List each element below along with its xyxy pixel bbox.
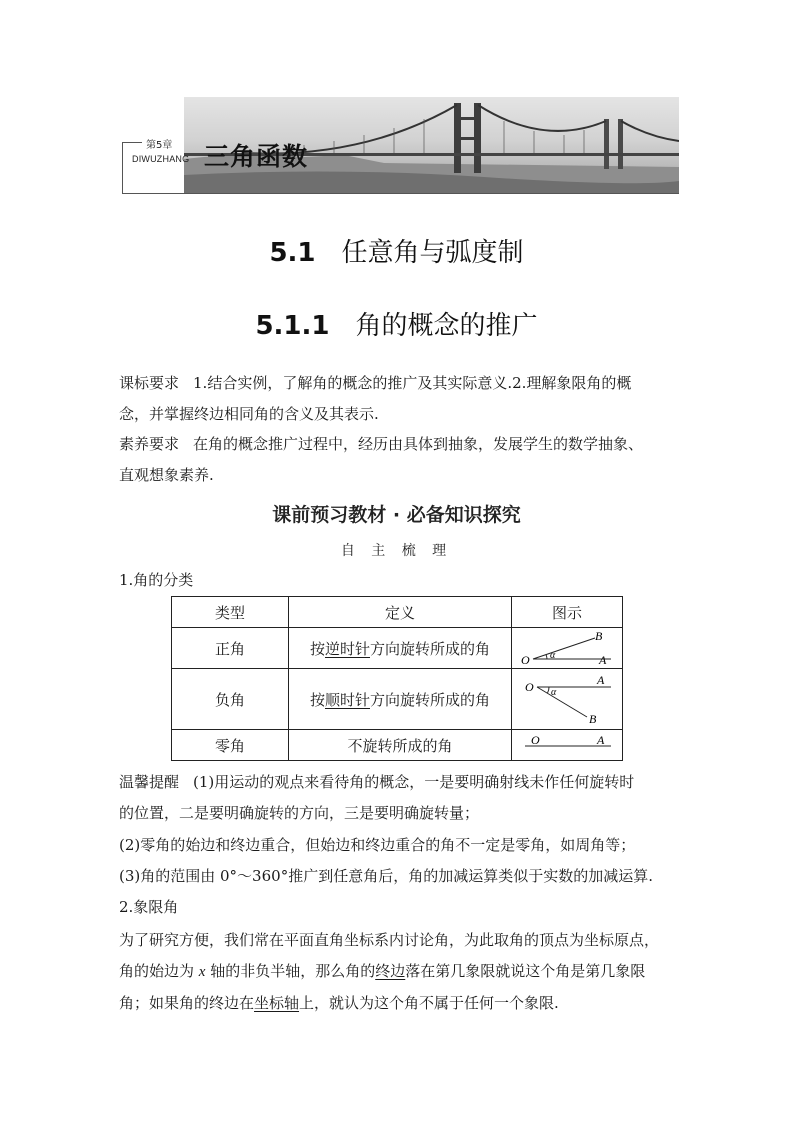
tip-line3: (2)零角的始边和终边重合，但始边和终边重合的角不一定是零角，如周角等； (119, 836, 636, 854)
table-row-negative (172, 669, 623, 730)
tip-line1: (1)用运动的观点来看待角的概念，一是要明确射线未作任何旋转时 (193, 773, 635, 791)
tip-label: 温馨提醒 (119, 773, 180, 791)
cell-figure (512, 669, 623, 730)
quadrant-angle-heading: 2.象限角 (119, 898, 179, 916)
quadrant-line3-pre: 角；如果角的终边在 (119, 994, 255, 1012)
banner-rule-vertical (122, 142, 123, 194)
self-study-heading: 自 主 梳 理 (340, 543, 453, 559)
header-definition: 定义 (289, 597, 512, 628)
def-suffix: 方向旋转所成的角 (370, 690, 491, 709)
preview-heading: 课前预习教材 · 必备知识探究 (272, 504, 521, 526)
label-alpha: α (551, 687, 557, 698)
literacy-line1: 在角的概念推广过程中，经历由具体到抽象，发展学生的数学抽象、 (193, 435, 644, 453)
quadrant-line2-post: 落在第几象限就说这个角是第几象限 (405, 962, 646, 980)
banner-rule (122, 193, 679, 194)
tip-line2: 的位置，二是要明确旋转的方向，三是要明确旋转量； (119, 804, 480, 822)
label-o: O (525, 680, 534, 694)
def-keyword: 逆时针 (324, 639, 370, 658)
quadrant-terminal-side: 终边 (375, 962, 406, 980)
section-number: 5.1 (269, 238, 316, 268)
table-row-positive (172, 628, 623, 669)
chapter-number: 第5章 (146, 140, 173, 151)
literacy-label: 素养要求 (119, 435, 180, 453)
curriculum-requirements (119, 368, 679, 430)
angle-classification-heading: 1.角的分类 (119, 571, 194, 589)
chapter-pinyin: DIWUZHANG (132, 154, 190, 164)
label-a: A (597, 733, 605, 747)
quadrant-line2-mid: 轴的非负半轴，那么角的 (205, 962, 376, 980)
section-title: 任意角与弧度制 (341, 238, 524, 268)
def-suffix: 方向旋转所成的角 (370, 639, 491, 658)
table-header-row (172, 597, 623, 628)
header-figure: 图示 (512, 597, 623, 628)
quadrant-x-var: x (198, 964, 206, 980)
cell-definition (289, 669, 512, 730)
label-a: A (597, 673, 605, 687)
def-prefix: 按 (309, 639, 325, 658)
tip-paragraph (119, 767, 679, 829)
cell-type: 负角 (172, 669, 289, 730)
cell-type: 零角 (172, 730, 289, 761)
quadrant-coordinate-axis: 坐标轴 (254, 994, 300, 1012)
subsection-heading (0, 305, 793, 342)
label-a: A (599, 653, 607, 667)
def-prefix: 按 (309, 690, 325, 709)
label-alpha: α (550, 650, 556, 661)
curriculum-line1: 1.结合实例，了解角的概念的推广及其实际意义.2.理解象限角的概 (193, 374, 632, 392)
angle-classification-table (171, 596, 623, 761)
cell-figure (512, 730, 623, 761)
quadrant-line2-pre: 角的始边为 (119, 962, 199, 980)
label-o: O (521, 653, 530, 667)
section-heading (0, 232, 793, 269)
quadrant-line3-post: 上，就认为这个角不属于任何一个象限. (299, 994, 559, 1012)
table-row-zero (172, 730, 623, 761)
quadrant-line1: 为了研究方便，我们常在平面直角坐标系内讨论角，为此取角的顶点为坐标原点， (119, 931, 660, 949)
curriculum-line2: 念，并掌握终边相同角的含义及其表示. (119, 405, 379, 423)
tip-line4: (3)角的范围由 0°～360°推广到任意角后，角的加减运算类似于实数的加减运算. (119, 867, 653, 885)
subsection-title: 角的概念的推广 (355, 311, 538, 341)
chapter-banner (122, 97, 679, 198)
header-type: 类型 (172, 597, 289, 628)
zero-angle-diagram (519, 732, 615, 758)
curriculum-label: 课标要求 (119, 374, 180, 392)
label-b: B (589, 712, 597, 726)
literacy-line2: 直观想象素养. (119, 466, 214, 484)
def-keyword: 顺时针 (324, 690, 370, 709)
label-b: B (595, 629, 603, 643)
subsection-number: 5.1.1 (255, 311, 330, 341)
cell-figure (512, 628, 623, 669)
banner-rule-tick (122, 142, 142, 143)
cell-definition: 不旋转所成的角 (289, 730, 512, 761)
quadrant-paragraph (119, 925, 679, 1019)
literacy-requirements (119, 429, 679, 491)
cell-type: 正角 (172, 628, 289, 669)
cell-definition (289, 628, 512, 669)
negative-angle-diagram (519, 671, 615, 727)
label-o: O (531, 733, 540, 747)
positive-angle-diagram (519, 629, 615, 667)
chapter-title: 三角函数 (204, 142, 309, 171)
